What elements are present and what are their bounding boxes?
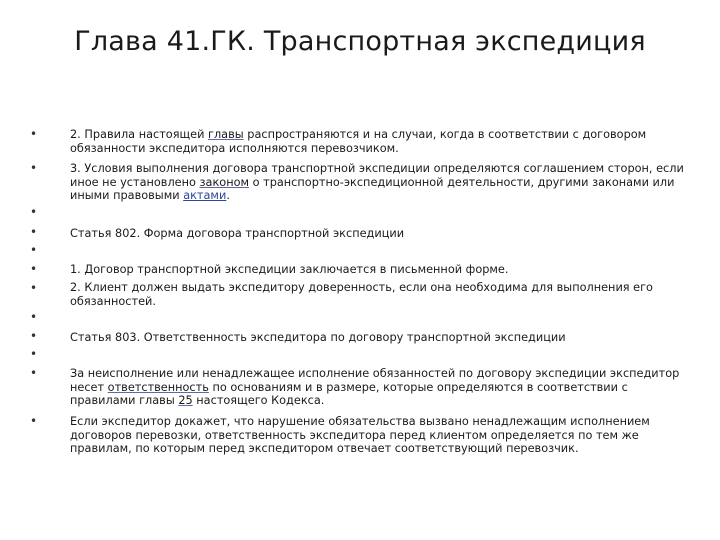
list-item: 1. Договор транспортной экспедиции заключается в письменной форме. (70, 263, 509, 276)
list-item (70, 128, 688, 155)
bullet-marker: • (30, 205, 38, 219)
bullet-marker: • (30, 329, 38, 343)
text-segment: по основаниям и в размере, которые определяются в соответствии с правилами главы (70, 380, 628, 408)
bullet-marker: • (30, 310, 38, 324)
text-segment: о транспортно-экспедиционной деятельности, другими законами или иными правовыми (70, 175, 675, 203)
acts-link[interactable]: актами (183, 189, 227, 203)
bullet-marker: • (30, 225, 38, 239)
page-title: Глава 41.ГК. Транспортная экспедиция (74, 26, 646, 57)
list-item (70, 367, 688, 408)
article-heading: Статья 802. Форма договора транспортной экспедиции (70, 227, 405, 240)
chapter-link[interactable]: главы (208, 128, 244, 141)
bullet-marker: • (30, 127, 38, 141)
bullet-marker: • (30, 366, 38, 380)
article-heading: Статья 803. Ответственность экспедитора по договору транспортной экспедиции (70, 331, 566, 344)
bullet-marker: • (30, 161, 38, 175)
bullet-marker: • (30, 281, 38, 295)
list-item: Если экспедитор докажет, что нарушение обязательства вызвано ненадлежащим исполнением договоров перевозки, ответственность экспедитора перед клиентом определяется по тем же правилам, по которым перед экспедитором отвечает соответствующий перевозчик. (70, 415, 650, 456)
text-segment: 2. Правила настоящей (70, 128, 209, 141)
bullet-marker: • (30, 243, 38, 257)
liability-link[interactable]: ответственность (107, 380, 209, 394)
text-segment: . (226, 189, 230, 203)
text-segment: распространяются и на случаи, когда в соответствии с договором обязанности экспедитора исполняются перевозчиком. (70, 128, 647, 155)
text-segment: 3. Условия выполнения договора транспортной экспедиции определяются соглашением сторон, если иное не установлено (70, 162, 684, 189)
bullet-marker: • (30, 414, 38, 428)
text-segment: настоящего Кодекса. (192, 394, 325, 408)
bullet-marker: • (30, 262, 38, 276)
chapter-25-link[interactable]: 25 (178, 394, 193, 408)
text-segment: За неисполнение или ненадлежащее исполнение обязанностей по договору экспедиции экспедитор несет (70, 367, 680, 394)
law-link[interactable]: законом (199, 175, 250, 189)
list-item (70, 162, 688, 203)
bullet-marker: • (30, 347, 38, 361)
list-item: 2. Клиент должен выдать экспедитору доверенность, если она необходима для выполнения его обязанностей. (70, 281, 653, 308)
